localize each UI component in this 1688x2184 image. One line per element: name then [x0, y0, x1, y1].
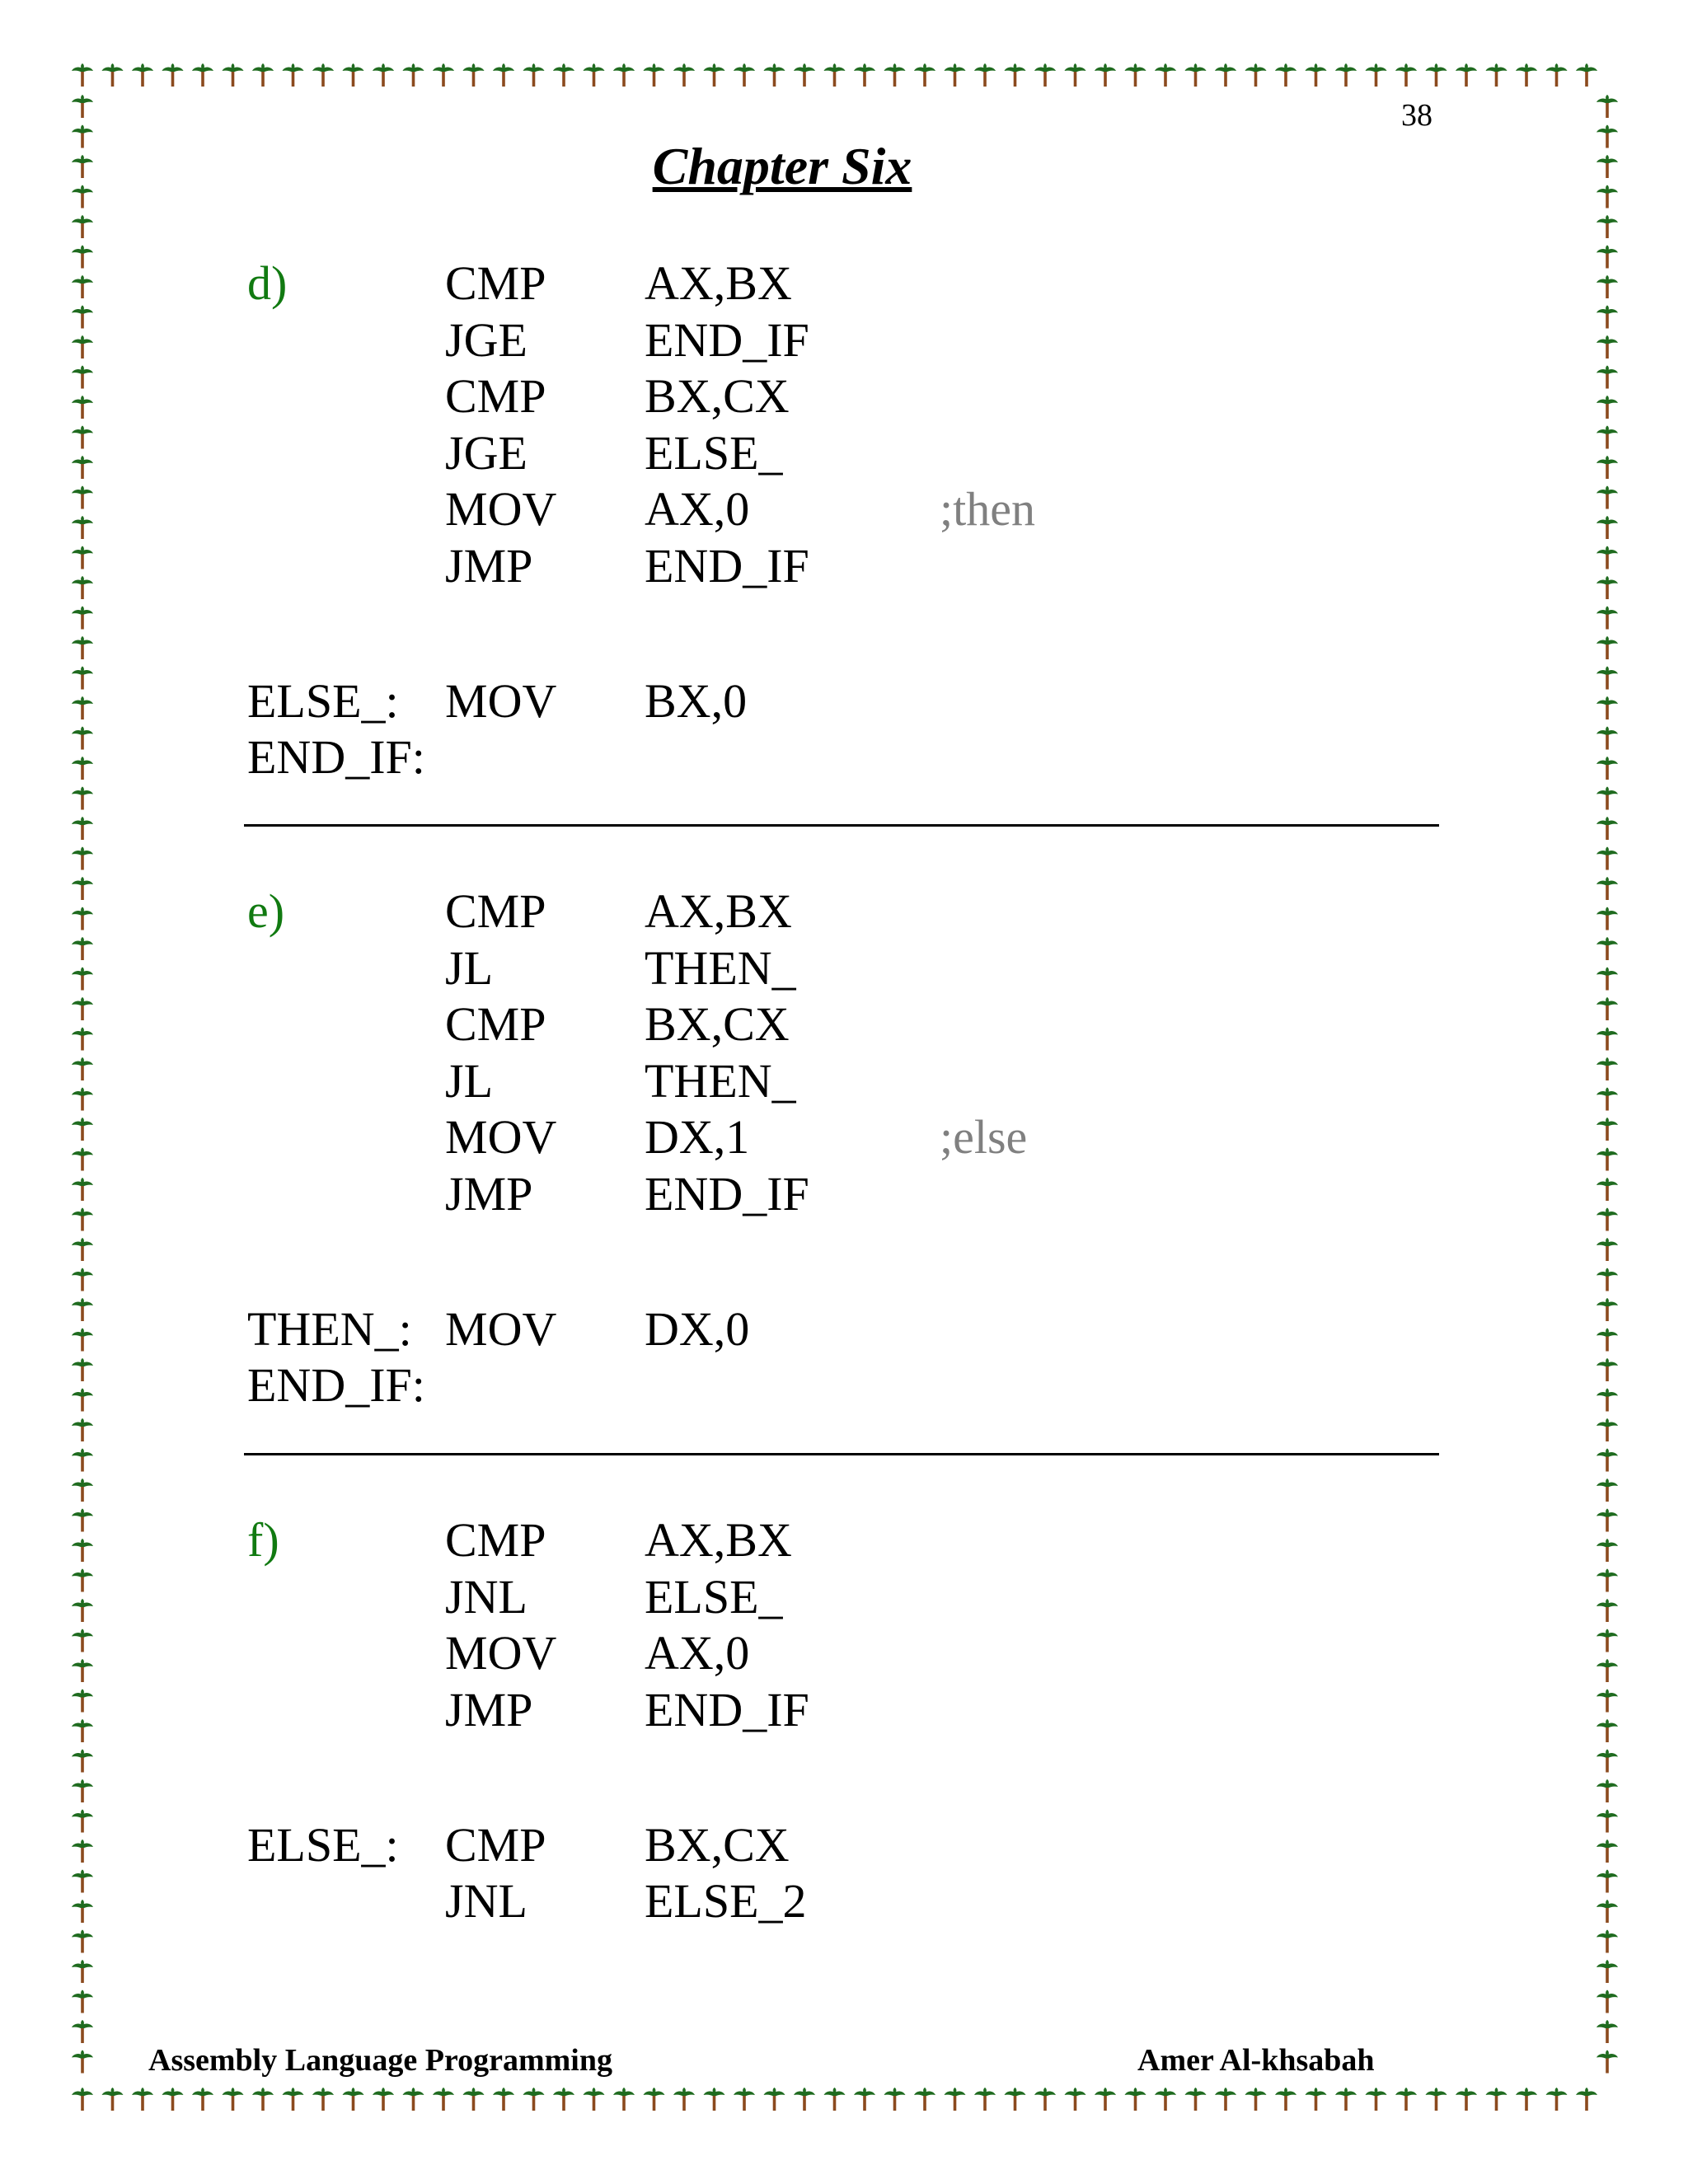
palm-tree-icon	[102, 2088, 124, 2111]
code-label: END_IF:	[247, 730, 425, 785]
instruction-comment: ;then	[940, 482, 1035, 536]
instruction-operands: END_IF	[645, 538, 809, 593]
palm-tree-icon	[72, 787, 93, 810]
instruction-opcode: JMP	[445, 1166, 533, 1221]
palm-tree-icon	[72, 1990, 93, 2013]
palm-tree-icon	[192, 2088, 213, 2111]
palm-tree-icon	[1597, 1750, 1618, 1773]
palm-tree-icon	[1155, 63, 1176, 87]
palm-tree-icon	[132, 2088, 153, 2111]
palm-tree-icon	[72, 1539, 93, 1562]
section-divider	[244, 1453, 1439, 1455]
palm-tree-icon	[1597, 1088, 1618, 1111]
palm-tree-icon	[1597, 1870, 1618, 1893]
palm-tree-icon	[493, 63, 514, 87]
palm-tree-icon	[1597, 1118, 1618, 1141]
instruction-operands: BX,CX	[645, 369, 790, 423]
palm-tree-icon	[1597, 727, 1618, 750]
instruction-opcode: JMP	[445, 538, 533, 593]
palm-tree-icon	[72, 335, 93, 359]
palm-tree-icon	[72, 215, 93, 238]
palm-tree-icon	[1065, 63, 1086, 87]
palm-tree-icon	[613, 63, 635, 87]
page-number: 38	[1401, 98, 1432, 133]
palm-tree-icon	[283, 63, 304, 87]
instruction-operands: ELSE_	[645, 425, 783, 480]
instruction-operands: DX,0	[645, 1301, 750, 1356]
palm-tree-icon	[1597, 246, 1618, 269]
palm-tree-icon	[72, 2050, 93, 2074]
palm-tree-icon	[1597, 1449, 1618, 1472]
palm-tree-icon	[283, 2088, 304, 2111]
instruction-opcode: MOV	[445, 1626, 557, 1680]
palm-tree-icon	[72, 1599, 93, 1622]
palm-tree-icon	[373, 63, 394, 87]
palm-tree-icon	[704, 2088, 725, 2111]
palm-tree-icon	[1597, 335, 1618, 359]
palm-tree-icon	[1125, 2088, 1146, 2111]
code-label: ELSE_:	[247, 1817, 399, 1872]
palm-tree-icon	[1486, 2088, 1507, 2111]
instruction-opcode: JGE	[445, 425, 528, 480]
palm-tree-icon	[1395, 63, 1417, 87]
footer-author: Amer Al-khsabah	[1137, 2043, 1375, 2078]
palm-tree-icon	[1306, 2088, 1327, 2111]
palm-tree-icon	[1546, 2088, 1568, 2111]
palm-tree-icon	[1034, 2088, 1056, 2111]
palm-tree-icon	[673, 63, 695, 87]
section-divider	[244, 824, 1439, 827]
palm-tree-icon	[1597, 1479, 1618, 1502]
palm-tree-icon	[734, 2088, 755, 2111]
instruction-opcode: MOV	[445, 1110, 557, 1164]
palm-tree-icon	[72, 1329, 93, 1352]
palm-tree-icon	[1516, 63, 1537, 87]
palm-tree-icon	[1597, 1389, 1618, 1412]
palm-tree-icon	[72, 1418, 93, 1441]
instruction-operands: THEN_	[645, 1053, 796, 1108]
palm-tree-icon	[704, 63, 725, 87]
palm-tree-icon	[72, 2020, 93, 2043]
section-label: f)	[247, 1513, 279, 1567]
palm-tree-icon	[974, 63, 996, 87]
palm-tree-icon	[72, 1358, 93, 1381]
palm-tree-icon	[1366, 63, 1387, 87]
instruction-opcode: JNL	[445, 1569, 528, 1624]
palm-tree-icon	[1597, 2020, 1618, 2043]
palm-tree-icon	[72, 1028, 93, 1051]
palm-tree-icon	[1597, 1779, 1618, 1802]
palm-tree-icon	[72, 1479, 93, 1502]
code-label: ELSE_:	[247, 673, 399, 728]
palm-tree-icon	[72, 847, 93, 870]
instruction-opcode: JNL	[445, 1874, 528, 1929]
palm-tree-icon	[553, 2088, 574, 2111]
palm-tree-icon	[1597, 1990, 1618, 2013]
palm-tree-icon	[914, 2088, 935, 2111]
palm-tree-icon	[1597, 155, 1618, 178]
palm-tree-icon	[1597, 215, 1618, 238]
palm-tree-icon	[1597, 1298, 1618, 1321]
palm-tree-icon	[312, 63, 334, 87]
palm-tree-icon	[1597, 576, 1618, 599]
code-label: END_IF:	[247, 1358, 425, 1413]
palm-tree-icon	[403, 2088, 424, 2111]
palm-tree-icon	[1597, 125, 1618, 148]
palm-tree-icon	[734, 63, 755, 87]
palm-tree-icon	[433, 63, 454, 87]
palm-tree-icon	[72, 63, 93, 87]
palm-tree-icon	[1005, 2088, 1026, 2111]
instruction-operands: THEN_	[645, 940, 796, 995]
palm-tree-icon	[72, 246, 93, 269]
palm-tree-icon	[252, 63, 274, 87]
palm-tree-icon	[1597, 997, 1618, 1020]
palm-tree-icon	[1095, 63, 1116, 87]
palm-tree-icon	[72, 1840, 93, 1863]
palm-tree-icon	[72, 426, 93, 449]
palm-tree-icon	[1597, 937, 1618, 960]
palm-tree-icon	[72, 907, 93, 930]
palm-tree-icon	[1597, 1930, 1618, 1953]
palm-tree-border	[66, 59, 1624, 2120]
palm-tree-icon	[1597, 1418, 1618, 1441]
palm-tree-icon	[72, 1449, 93, 1472]
palm-tree-icon	[824, 63, 846, 87]
palm-tree-icon	[493, 2088, 514, 2111]
code-label: THEN_:	[247, 1301, 412, 1356]
palm-tree-icon	[72, 877, 93, 900]
instruction-opcode: JL	[445, 940, 493, 995]
palm-tree-icon	[1597, 1599, 1618, 1622]
palm-tree-icon	[72, 1659, 93, 1682]
instruction-opcode: CMP	[445, 256, 546, 310]
palm-tree-icon	[72, 1057, 93, 1080]
palm-tree-icon	[1597, 1028, 1618, 1051]
palm-tree-icon	[644, 2088, 665, 2111]
palm-tree-icon	[1576, 2088, 1597, 2111]
instruction-operands: ELSE_2	[645, 1874, 807, 1929]
palm-tree-icon	[884, 63, 906, 87]
palm-tree-icon	[1366, 2088, 1387, 2111]
instruction-operands: BX,0	[645, 673, 748, 728]
palm-tree-icon	[1486, 63, 1507, 87]
palm-tree-icon	[72, 817, 93, 840]
palm-tree-icon	[72, 275, 93, 298]
palm-tree-icon	[1597, 1238, 1618, 1261]
palm-tree-icon	[72, 1118, 93, 1141]
palm-tree-icon	[463, 2088, 485, 2111]
palm-tree-icon	[1597, 1539, 1618, 1562]
palm-tree-icon	[72, 968, 93, 991]
palm-tree-icon	[1597, 456, 1618, 479]
palm-tree-icon	[1597, 1960, 1618, 1983]
palm-tree-icon	[162, 2088, 184, 2111]
palm-tree-icon	[1215, 2088, 1236, 2111]
instruction-opcode: CMP	[445, 884, 546, 938]
palm-tree-icon	[72, 1900, 93, 1923]
palm-tree-icon	[1597, 396, 1618, 419]
palm-tree-icon	[1597, 95, 1618, 118]
palm-tree-icon	[1546, 63, 1568, 87]
palm-tree-icon	[974, 2088, 996, 2111]
palm-tree-icon	[1245, 63, 1267, 87]
palm-tree-icon	[1597, 787, 1618, 810]
palm-tree-icon	[1597, 366, 1618, 389]
palm-tree-icon	[1335, 63, 1357, 87]
palm-tree-icon	[72, 1810, 93, 1833]
palm-tree-icon	[433, 2088, 454, 2111]
palm-tree-icon	[72, 667, 93, 690]
palm-tree-icon	[72, 1148, 93, 1171]
palm-tree-icon	[72, 1779, 93, 1802]
palm-tree-icon	[72, 1298, 93, 1321]
palm-tree-icon	[1597, 907, 1618, 930]
palm-tree-icon	[223, 2088, 244, 2111]
instruction-operands: AX,BX	[645, 256, 792, 310]
instruction-operands: AX,BX	[645, 884, 792, 938]
palm-tree-icon	[1426, 63, 1447, 87]
palm-tree-icon	[72, 1569, 93, 1592]
palm-tree-icon	[72, 937, 93, 960]
palm-tree-icon	[854, 63, 875, 87]
instruction-operands: AX,0	[645, 482, 750, 536]
palm-tree-icon	[72, 1268, 93, 1291]
palm-tree-icon	[72, 1238, 93, 1261]
palm-tree-icon	[72, 1389, 93, 1412]
palm-tree-icon	[1005, 63, 1026, 87]
palm-tree-icon	[1125, 63, 1146, 87]
palm-tree-icon	[1597, 1148, 1618, 1171]
palm-tree-icon	[1597, 1629, 1618, 1652]
palm-tree-icon	[1185, 2088, 1207, 2111]
palm-tree-icon	[72, 576, 93, 599]
palm-tree-icon	[1275, 63, 1296, 87]
footer-course-title: Assembly Language Programming	[148, 2043, 612, 2078]
palm-tree-icon	[584, 63, 605, 87]
palm-tree-icon	[72, 486, 93, 509]
palm-tree-icon	[644, 63, 665, 87]
palm-tree-icon	[1597, 667, 1618, 690]
palm-tree-icon	[1395, 2088, 1417, 2111]
palm-tree-icon	[223, 63, 244, 87]
instruction-opcode: JGE	[445, 312, 528, 367]
palm-tree-icon	[1185, 63, 1207, 87]
instruction-operands: AX,BX	[645, 1513, 792, 1567]
palm-tree-icon	[343, 2088, 364, 2111]
palm-tree-icon	[1597, 275, 1618, 298]
palm-tree-icon	[794, 2088, 815, 2111]
palm-tree-icon	[72, 456, 93, 479]
palm-tree-icon	[1456, 2088, 1477, 2111]
instruction-operands: ELSE_	[645, 1569, 783, 1624]
palm-tree-icon	[1597, 1840, 1618, 1863]
palm-tree-icon	[1576, 63, 1597, 87]
palm-tree-icon	[72, 1870, 93, 1893]
palm-tree-icon	[1597, 1690, 1618, 1713]
palm-tree-icon	[72, 757, 93, 780]
palm-tree-icon	[1306, 63, 1327, 87]
palm-tree-icon	[613, 2088, 635, 2111]
palm-tree-icon	[72, 306, 93, 329]
palm-tree-icon	[72, 546, 93, 569]
instruction-opcode: JL	[445, 1053, 493, 1108]
palm-tree-icon	[1597, 847, 1618, 870]
chapter-title: Chapter Six	[652, 137, 912, 195]
palm-tree-icon	[72, 1750, 93, 1773]
instruction-operands: END_IF	[645, 1682, 809, 1736]
palm-tree-icon	[312, 2088, 334, 2111]
palm-tree-icon	[1597, 1358, 1618, 1381]
palm-tree-icon	[1034, 63, 1056, 87]
palm-tree-icon	[1597, 877, 1618, 900]
instruction-operands: END_IF	[645, 1166, 809, 1221]
palm-tree-icon	[1335, 2088, 1357, 2111]
palm-tree-icon	[1597, 1659, 1618, 1682]
palm-tree-icon	[1597, 426, 1618, 449]
instruction-opcode: CMP	[445, 997, 546, 1051]
instruction-opcode: CMP	[445, 1513, 546, 1567]
palm-tree-icon	[72, 1690, 93, 1713]
instruction-operands: BX,CX	[645, 997, 790, 1051]
palm-tree-icon	[1516, 2088, 1537, 2111]
palm-tree-icon	[72, 366, 93, 389]
instruction-opcode: JMP	[445, 1682, 533, 1736]
palm-tree-icon	[72, 2088, 93, 2111]
palm-tree-icon	[1597, 607, 1618, 630]
palm-tree-icon	[945, 63, 966, 87]
palm-tree-icon	[1245, 2088, 1267, 2111]
instruction-operands: BX,CX	[645, 1817, 790, 1872]
palm-tree-icon	[102, 63, 124, 87]
palm-tree-icon	[1597, 1057, 1618, 1080]
palm-tree-icon	[1597, 696, 1618, 719]
palm-tree-icon	[1215, 63, 1236, 87]
palm-tree-icon	[72, 696, 93, 719]
palm-tree-icon	[1597, 516, 1618, 539]
palm-tree-icon	[1597, 757, 1618, 780]
palm-tree-icon	[72, 727, 93, 750]
palm-tree-icon	[1597, 817, 1618, 840]
palm-tree-icon	[72, 1208, 93, 1231]
palm-tree-icon	[1597, 1810, 1618, 1833]
palm-tree-icon	[72, 1629, 93, 1652]
palm-tree-icon	[1426, 2088, 1447, 2111]
palm-tree-icon	[854, 2088, 875, 2111]
palm-tree-icon	[72, 1930, 93, 1953]
palm-tree-icon	[794, 63, 815, 87]
palm-tree-icon	[72, 1088, 93, 1111]
palm-tree-icon	[72, 997, 93, 1020]
palm-tree-icon	[1597, 306, 1618, 329]
palm-tree-icon	[1597, 1569, 1618, 1592]
palm-tree-icon	[252, 2088, 274, 2111]
palm-tree-icon	[72, 607, 93, 630]
palm-tree-icon	[1095, 2088, 1116, 2111]
instruction-opcode: CMP	[445, 1817, 546, 1872]
palm-tree-icon	[72, 516, 93, 539]
instruction-operands: DX,1	[645, 1110, 750, 1164]
palm-tree-icon	[72, 1178, 93, 1201]
instruction-operands: AX,0	[645, 1626, 750, 1680]
palm-tree-icon	[72, 1960, 93, 1983]
palm-tree-icon	[824, 2088, 846, 2111]
palm-tree-icon	[1456, 63, 1477, 87]
palm-tree-icon	[1597, 546, 1618, 569]
palm-tree-icon	[192, 63, 213, 87]
palm-tree-icon	[523, 63, 545, 87]
palm-tree-icon	[584, 2088, 605, 2111]
instruction-opcode: MOV	[445, 1301, 557, 1356]
palm-tree-icon	[764, 63, 785, 87]
palm-tree-icon	[162, 63, 184, 87]
palm-tree-icon	[72, 1719, 93, 1742]
palm-tree-icon	[1597, 185, 1618, 209]
palm-tree-icon	[463, 63, 485, 87]
instruction-opcode: CMP	[445, 369, 546, 423]
palm-tree-icon	[1597, 968, 1618, 991]
palm-tree-icon	[1597, 2050, 1618, 2074]
section-label: e)	[247, 884, 285, 938]
palm-tree-icon	[403, 63, 424, 87]
palm-tree-icon	[1597, 1329, 1618, 1352]
palm-tree-icon	[72, 636, 93, 659]
palm-tree-icon	[1597, 1268, 1618, 1291]
palm-tree-icon	[1597, 1208, 1618, 1231]
palm-tree-icon	[764, 2088, 785, 2111]
palm-tree-icon	[132, 63, 153, 87]
palm-tree-icon	[523, 2088, 545, 2111]
palm-tree-icon	[72, 396, 93, 419]
palm-tree-icon	[373, 2088, 394, 2111]
palm-tree-icon	[1155, 2088, 1176, 2111]
palm-tree-icon	[914, 63, 935, 87]
palm-tree-icon	[1597, 636, 1618, 659]
palm-tree-icon	[72, 95, 93, 118]
section-label: d)	[247, 256, 288, 310]
palm-tree-icon	[343, 63, 364, 87]
instruction-opcode: MOV	[445, 673, 557, 728]
palm-tree-icon	[673, 2088, 695, 2111]
palm-tree-icon	[1597, 486, 1618, 509]
palm-tree-icon	[945, 2088, 966, 2111]
palm-tree-icon	[1597, 1900, 1618, 1923]
palm-tree-icon	[1597, 1509, 1618, 1532]
palm-tree-icon	[72, 1509, 93, 1532]
palm-tree-icon	[1597, 1719, 1618, 1742]
palm-tree-icon	[884, 2088, 906, 2111]
instruction-opcode: MOV	[445, 482, 557, 536]
instruction-operands: END_IF	[645, 312, 809, 367]
palm-tree-icon	[1065, 2088, 1086, 2111]
palm-tree-icon	[553, 63, 574, 87]
palm-tree-icon	[1275, 2088, 1296, 2111]
instruction-comment: ;else	[940, 1110, 1028, 1164]
palm-tree-icon	[1597, 1178, 1618, 1201]
